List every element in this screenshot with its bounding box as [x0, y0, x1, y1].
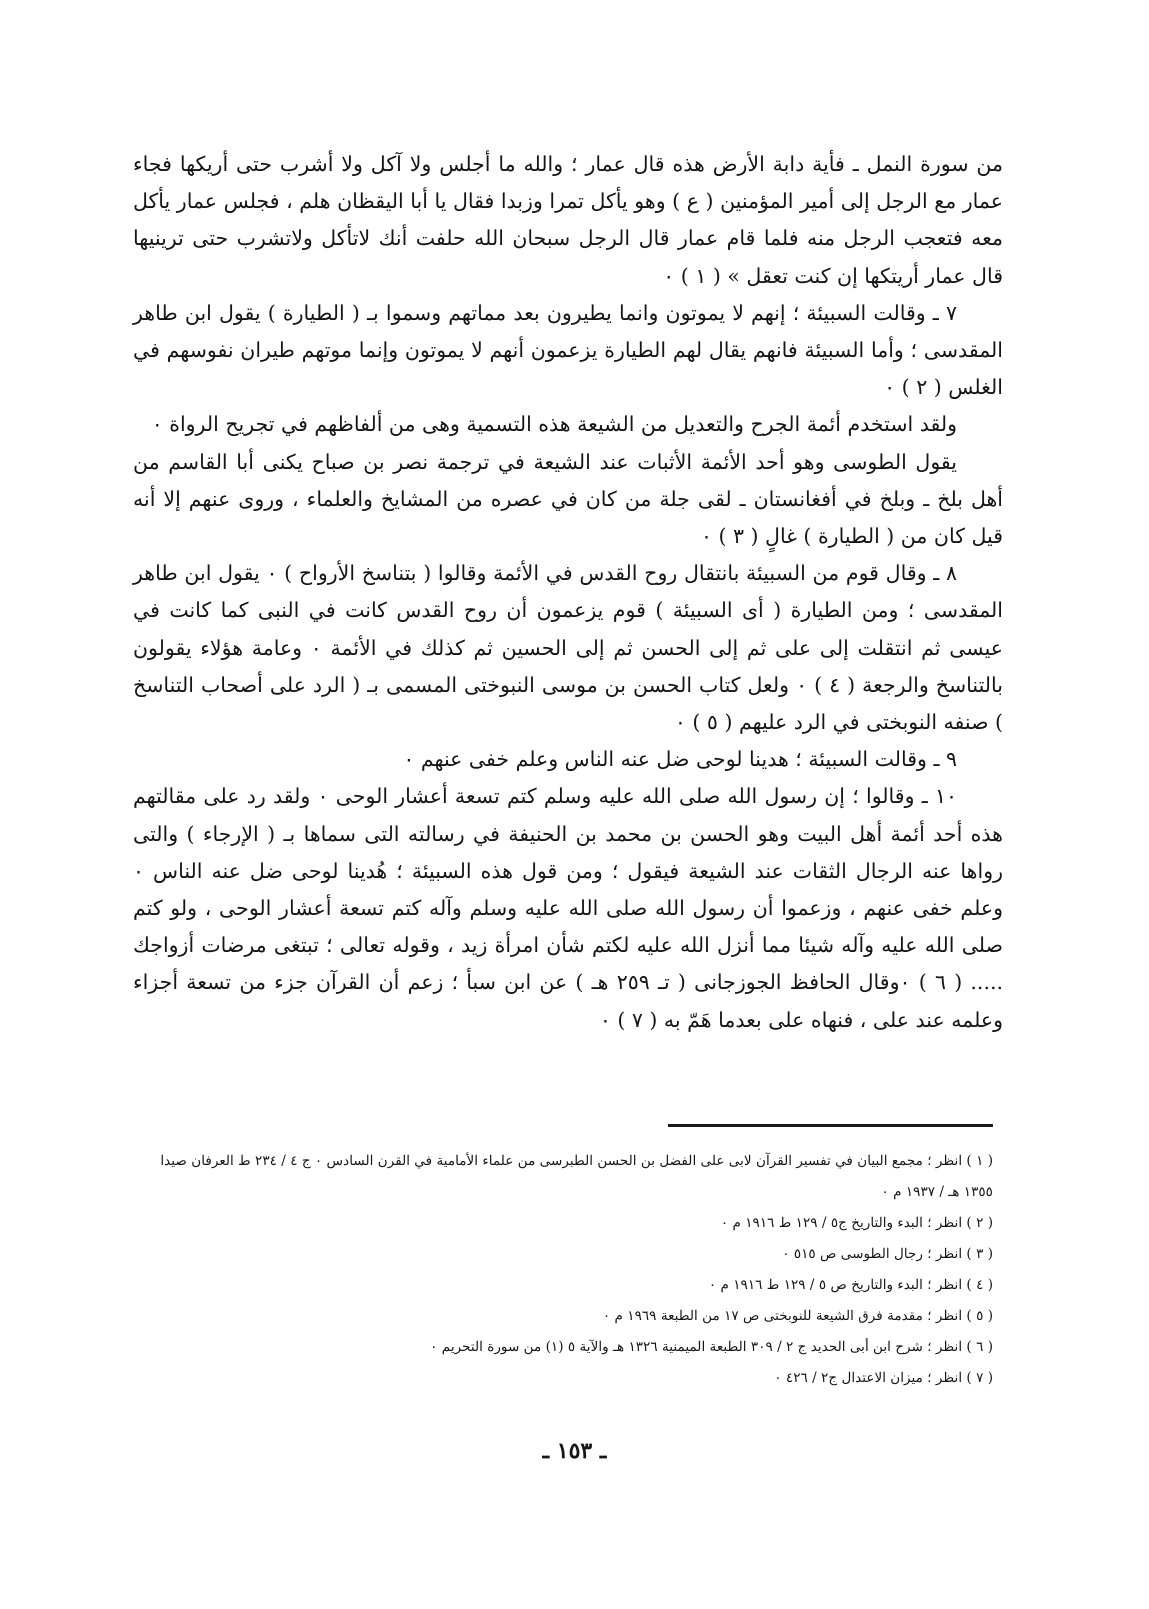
paragraph-7: ١٠ ـ وقالوا ؛ إن رسول الله صلى الله عليه وسلم كتم تسعة أعشار الوحى ٠ ولقد رد على مقالتهم هذه أحد أئمة أهل البيت وهو الحسن بن محمد بن الحنيفة في رسالته التى سماها بـ ( الإرجاء ) والتى رواها عنه الرجال الثقات عند الشيعة فيقول ؛ ومن قول هذه السبيئة ؛ هُدينا لوحى ضل عنه الناس ٠ وعلم خفى عنهم ، وزعموا أن رسول الله صلى الله عليه وسلم وآله كتم تسعة أعشار الوحى ، ولو كتم صلى الله عليه وآله شيئا مما أنزل الله عليه لكتم شأن امرأة زيد ، وقوله تعالى ؛ تبتغى مرضات أزواجك ..... ( ٦ ) ٠وقال الحافظ الجوزجانى ( تـ ٢٥٩ هـ ) عن ابن سبأ ؛ زعم أن القرآن جزء من تسعة أجزاء وعلمه عند على ، فنهاه على بعدما هَمّ به ( ٧ ) ٠	[133, 784, 1003, 1032]
footnote-1: ( ١ ) انظر ؛ مجمع البيان في تفسير القرآن لابى على الفضل بن الحسن الطبرسى من علماء الأمامية في القرن السادس ٠ ج ٤ / ٢٣٤ ط العرفان صيدا ١٣٥٥ هـ / ١٩٣٧ م ٠	[160, 1153, 993, 1200]
footnote-2: ( ٢ ) انظر ؛ البدء والتاريخ ج٥ / ١٢٩ ط ١٩١٦ م ٠	[720, 1215, 993, 1231]
page-number: ـ ١٥٣ ـ	[542, 1438, 607, 1464]
paragraph-6: ٩ ـ وقالت السبيئة ؛ هدينا لوحى ضل عنه الناس وعلم خفى عنهم ٠	[403, 747, 957, 772]
footnote-7: ( ٧ ) انظر ؛ ميزان الاعتدال ج٢ / ٤٢٦ ٠	[774, 1370, 993, 1386]
main-text	[133, 146, 1003, 1039]
footnote-3: ( ٣ ) انظر ؛ رجال الطوسى ص ٥١٥ ٠	[782, 1246, 993, 1262]
footnote-divider	[668, 1124, 993, 1127]
paragraph-5: ٨ ـ وقال قوم من السبيئة بانتقال روح القدس في الأئمة وقالوا ( بتناسخ الأرواح ) ٠ يقول ابن طاهر المقدسى ؛ ومن الطيارة ( أى السبيئة ) قوم يزعمون أن روح القدس كانت في النبى كما كانت في عيسى ثم انتقلت إلى على ثم إلى الحسن ثم إلى الحسين ثم كذلك في الأئمة ٠ وعامة هؤلاء يقولون بالتناسخ والرجعة ( ٤ ) ٠ ولعل كتاب الحسن بن موسى النبوختى المسمى بـ ( الرد على أصحاب التناسخ ) صنفه النوبختى في الرد عليهم ( ٥ ) ٠	[133, 561, 1004, 735]
paragraph-2: ٧ ـ وقالت السبيئة ؛ إنهم لا يموتون وانما يطيرون بعد مماتهم وسموا بـ ( الطيارة ) يقول ابن طاهر المقدسى ؛ وأما السبيئة فانهم يقال لهم الطيارة يزعمون أنهم لا يموتون وإنما موتهم طيران نفوسهم في الغلس ( ٢ ) ٠	[133, 300, 1003, 400]
paragraph-1: من سورة النمل ـ فأية دابة الأرض هذه قال عمار ؛ والله ما أجلس ولا آكل ولا أشرب حتى أريكها فجاء عمار مع الرجل إلى أمير المؤمنين ( ع ) وهو يأكل تمرا وزبدا فقال يا أبا اليقظان هلم ، فجلس عمار يأكل معه فتعجب الرجل منه فلما قام عمار قال الرجل سبحان الله حلفت أنك لاتأكل ولاتشرب حتى ترينيها قال عمار أريتكها إن كنت تعقل » ( ١ ) ٠	[133, 152, 1003, 288]
footnote-5: ( ٥ ) انظر ؛ مقدمة فرق الشيعة للنوبختى ص ١٧ من الطبعة ١٩٦٩ م ٠	[602, 1308, 993, 1324]
paragraph-3: ولقد استخدم أئمة الجرح والتعديل من الشيعة هذه التسمية وهى من ألفاظهم في تجريح الرواة ٠	[151, 412, 957, 437]
footnotes	[133, 1146, 993, 1394]
paragraph-4: يقول الطوسى وهو أحد الأئمة الأثبات عند الشيعة في ترجمة نصر بن صباح يكنى أبا القاسم من أهل بلخ ـ وبلخ في أفغانستان ـ لقى جلة من كان في عصره من المشايخ والعلماء ، وروى عنهم إلا أنه قيل كان من ( الطيارة ) غالٍ ( ٣ ) ٠	[133, 449, 1003, 549]
footnote-4: ( ٤ ) انظر ؛ البدء والتاريخ ص ٥ / ١٢٩ ط ١٩١٦ م ٠	[708, 1277, 993, 1293]
footnote-6: ( ٦ ) انظر ؛ شرح ابن أبى الحديد ج ٢ / ٣٠٩ الطبعة الميمنية ١٣٢٦ هـ والآية ٥ (١) من سورة التحريم ٠	[430, 1339, 993, 1355]
